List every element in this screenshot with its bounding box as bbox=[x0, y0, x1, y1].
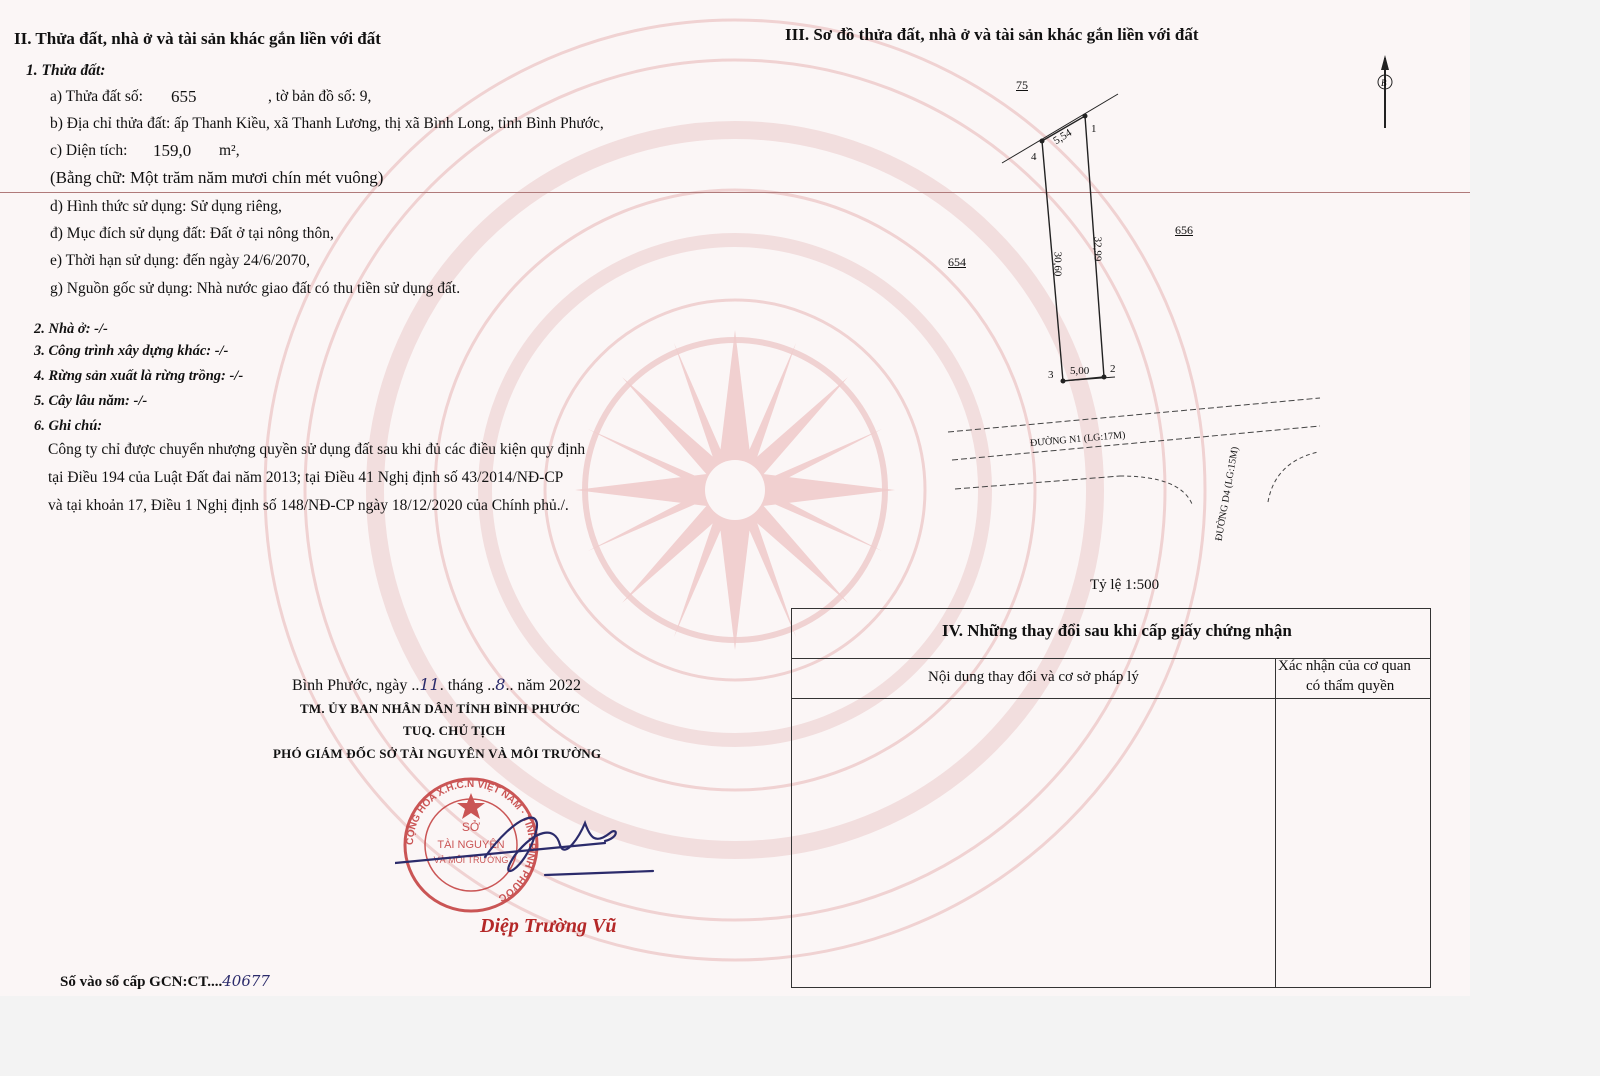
road-n1-label: ĐƯỜNG N1 (LG:17M) bbox=[1029, 429, 1126, 450]
road-d4-label: ĐƯỜNG D4 (LG:15M) bbox=[1213, 445, 1241, 542]
registry-number: Số vào sổ cấp GCN:CT....40677 bbox=[60, 972, 270, 990]
confirmation-column-header-line2: có thẩm quyền bbox=[1306, 678, 1395, 694]
parcel-address: b) Địa chỉ thửa đất: ấp Thanh Kiều, xã Thanh Lương, thị xã Bình Long, tỉnh Bình Phước, bbox=[50, 115, 604, 132]
svg-text:SỞ: SỞ bbox=[461, 820, 481, 834]
section-3-title: III. Sơ đồ thửa đất, nhà ở và tài sản khác gắn liền với đất bbox=[785, 25, 1199, 44]
north-arrow-icon bbox=[1378, 55, 1392, 128]
area-label: c) Diện tích: bbox=[50, 142, 128, 159]
date-month: 8 bbox=[495, 675, 506, 694]
date-month-label: . tháng .. bbox=[439, 677, 496, 694]
table-divider bbox=[792, 698, 1430, 699]
area-unit: m², bbox=[219, 142, 240, 159]
area-value: 159,0 bbox=[153, 141, 192, 160]
neighbor-parcel-656: 656 bbox=[1175, 223, 1193, 237]
edge-length-right: 32,99 bbox=[1091, 236, 1104, 262]
land-parcel-heading: 1. Thửa đất: bbox=[26, 62, 106, 79]
confirmation-column-header-line1: Xác nhận của cơ quan bbox=[1278, 658, 1411, 674]
vertex-3-label: 3 bbox=[1048, 369, 1054, 381]
signer-title: PHÓ GIÁM ĐỐC SỞ TÀI NGUYÊN VÀ MÔI TRƯỜNG bbox=[273, 746, 602, 761]
authorization-line: TUQ. CHỦ TỊCH bbox=[403, 723, 506, 738]
neighbor-parcel-75: 75 bbox=[1016, 78, 1028, 92]
parcel-number-label: a) Thửa đất số: bbox=[50, 88, 143, 105]
signer-name: Diệp Trường Vũ bbox=[480, 915, 617, 937]
date-day: 11 bbox=[419, 675, 440, 694]
usage-purpose: đ) Mục đích sử dụng đất: Đất ở tại nông thôn, bbox=[50, 225, 334, 242]
svg-text:B: B bbox=[1381, 78, 1387, 88]
vertex-2-label: 2 bbox=[1110, 363, 1116, 375]
edge-length-top: 5,54 bbox=[1051, 126, 1074, 148]
edge-length-bottom: 5,00 bbox=[1070, 365, 1090, 377]
official-stamp bbox=[404, 779, 539, 911]
note-line-2: tại Điều 194 của Luật Đất đai năm 2013; tại Điều 41 Nghị định số 43/2014/NĐ-CP bbox=[48, 469, 564, 486]
parcel-number-value: 655 bbox=[171, 87, 197, 106]
area-in-words: (Bằng chữ: Một trăm năm mươi chín mét vuông) bbox=[50, 168, 384, 187]
changes-column-header: Nội dung thay đổi và cơ sở pháp lý bbox=[928, 669, 1139, 685]
perennial-tree-item: 5. Cây lâu năm: -/- bbox=[34, 393, 148, 409]
notes-heading: 6. Ghi chú: bbox=[34, 418, 103, 434]
note-line-1: Công ty chỉ được chuyển nhượng quyền sử dụng đất sau khi đủ các điều kiện quy định bbox=[48, 441, 586, 458]
date-prefix: Bình Phước, ngày .. bbox=[292, 677, 420, 694]
issuing-authority: TM. ỦY BAN NHÂN DÂN TỈNH BÌNH PHƯỚC bbox=[300, 701, 581, 716]
neighbor-parcel-654: 654 bbox=[948, 255, 966, 269]
map-scale: Tỷ lệ 1:500 bbox=[1090, 577, 1160, 593]
map-sheet-number: , tờ bản đồ số: 9, bbox=[268, 88, 372, 105]
svg-text:TÀI NGUYÊN: TÀI NGUYÊN bbox=[437, 839, 505, 851]
place-and-date bbox=[292, 676, 581, 695]
usage-origin: g) Nguồn gốc sử dụng: Nhà nước giao đất có thu tiền sử dụng đất. bbox=[50, 280, 461, 297]
parcel-diagram bbox=[930, 55, 1430, 595]
section-4-title: IV. Những thay đổi sau khi cấp giấy chứng nhận bbox=[942, 621, 1292, 640]
official-stamp-and-signature bbox=[395, 775, 675, 915]
svg-text:CỘNG HÒA X.H.C.N VIỆT NAM · TỈ: CỘNG HÒA X.H.C.N VIỆT NAM · TỈNH BÌNH PHƯỚC bbox=[404, 778, 538, 904]
svg-text:VÀ MÔI TRƯỜNG: VÀ MÔI TRƯỜNG bbox=[433, 855, 509, 865]
forest-item: 4. Rừng sản xuất là rừng trồng: -/- bbox=[34, 368, 244, 384]
usage-form: d) Hình thức sử dụng: Sử dụng riêng, bbox=[50, 198, 282, 215]
vertex-4-label: 4 bbox=[1031, 151, 1037, 163]
table-divider bbox=[1275, 658, 1276, 988]
registry-value: 40677 bbox=[222, 972, 270, 990]
other-construction-item: 3. Công trình xây dựng khác: -/- bbox=[34, 343, 229, 359]
vertex-1-label: 1 bbox=[1091, 123, 1097, 135]
house-item: 2. Nhà ở: -/- bbox=[34, 321, 108, 337]
section-2-title: II. Thửa đất, nhà ở và tài sản khác gắn liền với đất bbox=[14, 29, 381, 48]
date-year: .. năm 2022 bbox=[505, 677, 581, 694]
edge-length-left: 30,60 bbox=[1051, 251, 1064, 277]
registry-label: Số vào sổ cấp GCN:CT bbox=[60, 974, 208, 990]
usage-term: e) Thời hạn sử dụng: đến ngày 24/6/2070, bbox=[50, 252, 310, 269]
note-line-3: và tại khoản 17, Điều 1 Nghị định số 148/NĐ-CP ngày 18/12/2020 của Chính phủ./. bbox=[48, 497, 569, 514]
